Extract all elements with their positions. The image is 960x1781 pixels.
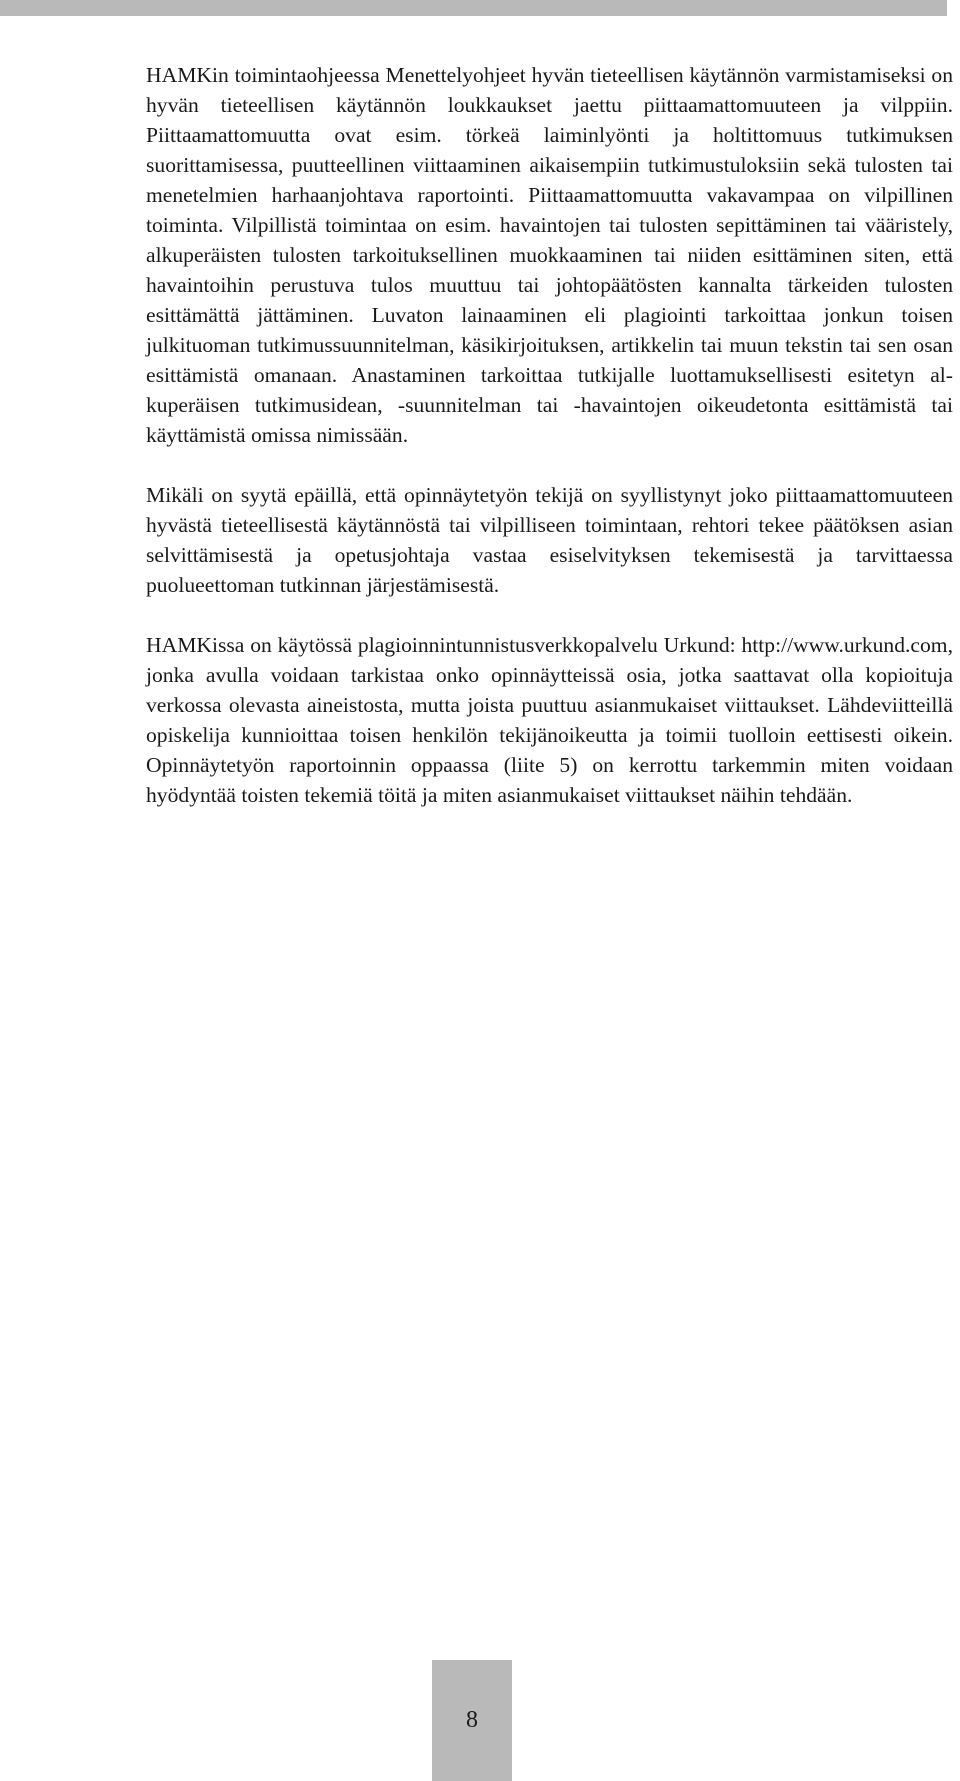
page-content [146,60,953,810]
paragraph-misconduct-definitions: HAMKin toimintaohjeessa Menettelyohjeet hyvän tieteellisen käytännön varmistamiseksi on hyvän tieteellisen käytännön loukkaukset jaettu piittaamattomuuteen ja vilppiin. Piittaamattomuutta ovat esim. törkeä laiminlyönti ja holtittomuus tutkimuksen suorittamisessa, puutteellinen viittaaminen aikaisempiin tutkimustuloksiin sekä tulosten tai menetelmien harhaanjohtava raportointi. Piittaamattomuutta vakavampaa on vilpillinen toiminta. Vilpillistä toimintaa on esim. havaintojen tai tulosten sepittäminen tai vääristely, alkuperäisten tulosten tarkoituksellinen muokkaaminen tai niiden esittäminen siten, että havaintoihin perustuva tulos muuttuu tai johtopäätösten kannalta tärkeiden tulosten esittämättä jättäminen. Luvaton lainaaminen eli plagiointi tarkoittaa jonkun toisen julkituoman tutkimussuunnitelman, käsikirjoituksen, artikkelin tai muun tekstin tai sen osan esittämistä omanaan. Anastaminen tarkoittaa tutkijalle luottamuksellisesti esitetyn alkuperäisen tutkimusidean, -suunnitelman tai -havaintojen oikeudetonta esittämistä tai käyttämistä omissa nimissään. [146,63,953,447]
page-number-box [432,1660,512,1781]
page-number: 8 [466,1707,478,1733]
paragraph-urkund-service: HAMKissa on käytössä plagioinnintunnistusverkkopalvelu Urkund: http://www.urkund.com, jonka avulla voidaan tarkistaa onko opinnäytteissä osia, jotka saattavat olla kopioituja verkossa olevasta aineistosta, mutta joista puuttuu asianmukaiset viittaukset. Lähdeviitteillä opiskelija kunnioittaa toisen henkilön tekijänoikeutta ja toimii tuolloin eettisesti oikein. Opinnäytetyön raportoinnin oppaassa (liite 5) on kerrottu tarkemmin miten voidaan hyödyntää toisten tekemiä töitä ja miten asianmukaiset viittaukset näihin tehdään. [146,633,953,807]
paragraph-suspicion-procedure: Mikäli on syytä epäillä, että opinnäytetyön tekijä on syyllistynyt joko piittaamattomuuteen hyvästä tieteellisestä käytännöstä tai vilpilliseen toimintaan, rehtori tekee päätöksen asian selvittämisestä ja opetusjohtaja vastaa esiselvityksen tekemisestä ja tarvittaessa puolueettoman tutkinnan järjestämisestä. [146,483,953,597]
header-bar [0,0,947,16]
